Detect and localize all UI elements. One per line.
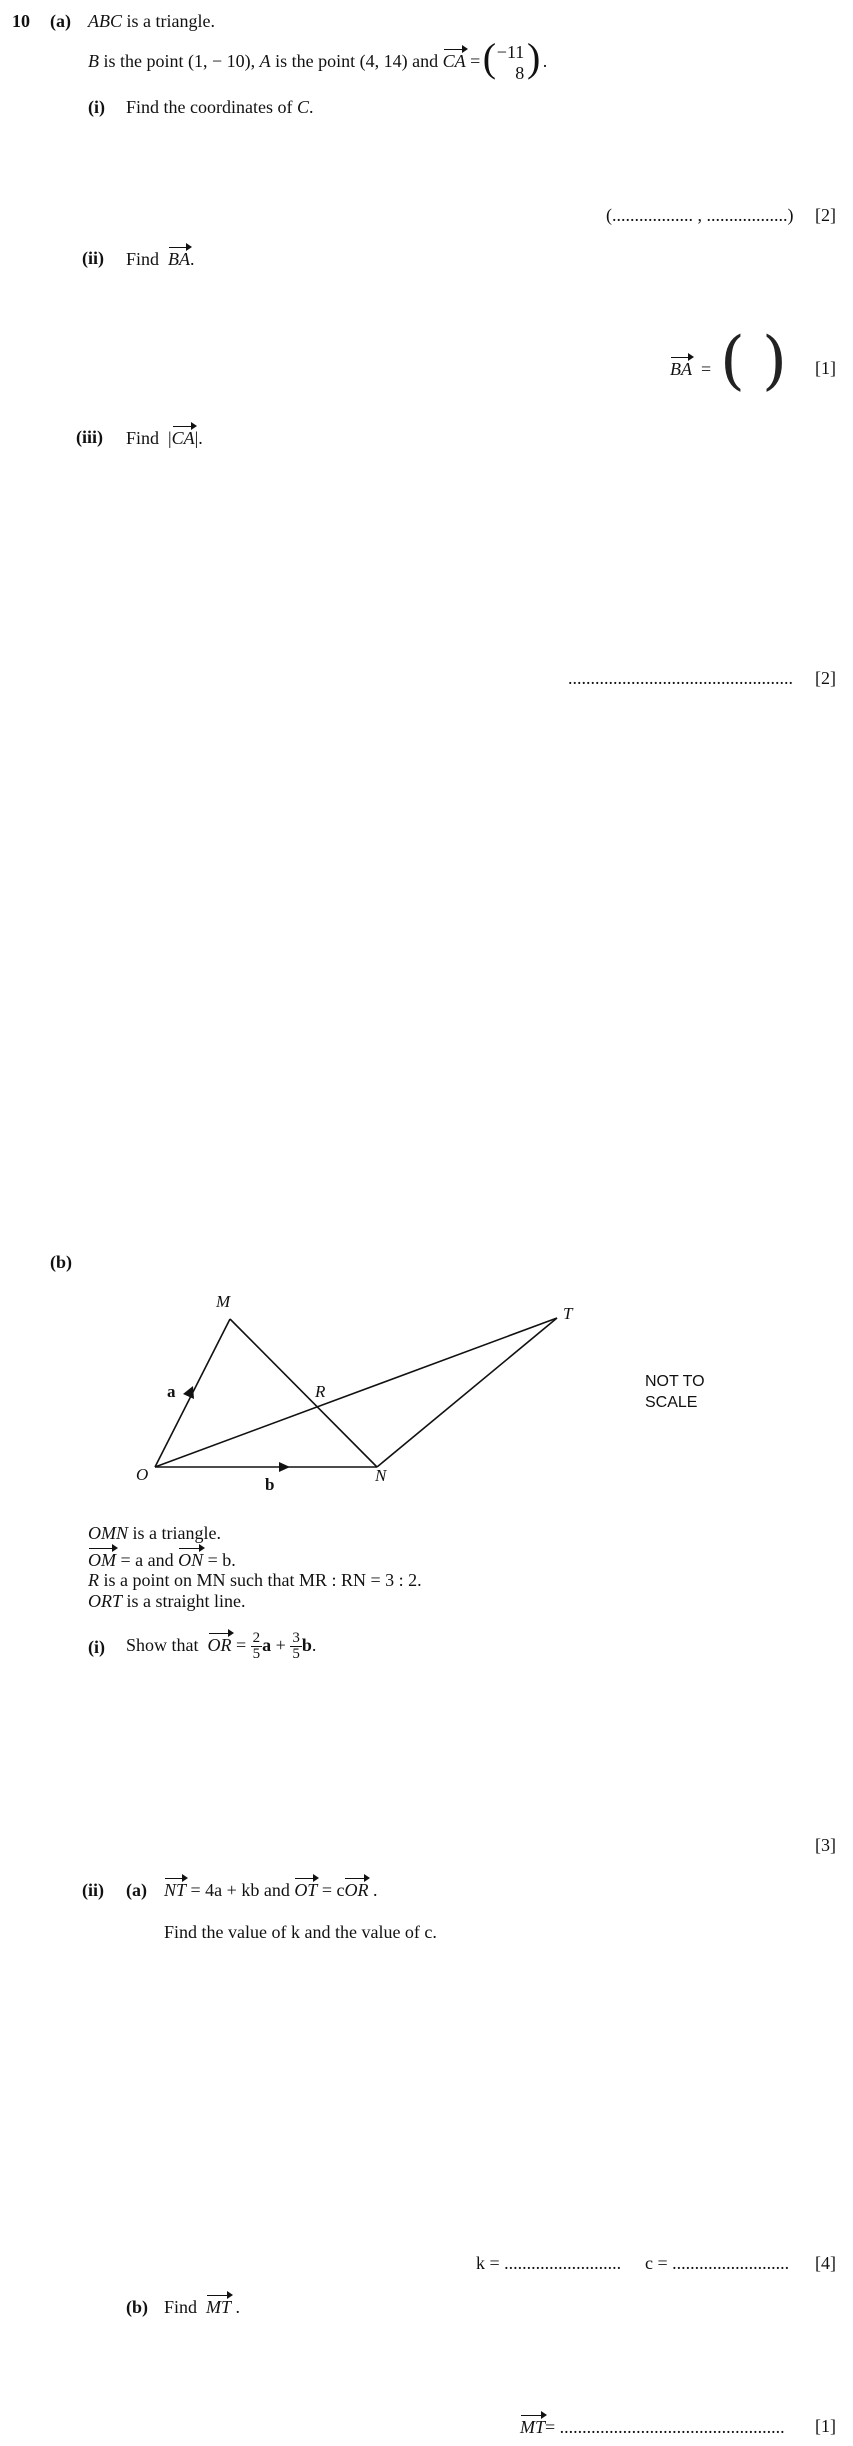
column-vector-ca: ( −11 8 ) [482, 35, 541, 83]
label-m: M [216, 1292, 231, 1311]
marks-b-ii-a: [4] [815, 2253, 836, 2273]
part-a-ii-question: Find BA. [126, 243, 195, 270]
answer-line-k[interactable]: k = .......................... [476, 2253, 622, 2273]
part-b-ii-a-statement: NT = 4a + kb and OT = cOR . [164, 1874, 377, 1901]
vector-ca: CA [443, 45, 466, 72]
part-b-i-question: Show that OR = $\frac{2}{5}$ a + $\frac{3}{5}$ b. [126, 1630, 317, 1663]
line-nt [377, 1318, 557, 1467]
part-b-ii-label: (ii) [82, 1880, 104, 1900]
part-a-iii-label: (iii) [76, 427, 103, 447]
label-n: N [375, 1466, 387, 1485]
triangle-diagram [130, 1285, 590, 1505]
part-a-i-label: (i) [88, 97, 105, 117]
marks-b-ii-b: [1] [815, 2416, 836, 2436]
arrow-b-icon [279, 1462, 290, 1472]
part-a-intro [88, 11, 215, 32]
part-b-ii-a-question: Find the value of k and the value of c. [164, 1922, 437, 1942]
line-ot [155, 1318, 557, 1467]
part-a-label: (a) [50, 11, 71, 31]
answer-column-left-paren[interactable]: ( [720, 324, 745, 398]
label-o: O [136, 1465, 149, 1484]
question-number: 10 [12, 11, 30, 31]
answer-column-right-paren[interactable]: ) [762, 324, 787, 398]
not-to-scale-note: NOT TO SCALE [645, 1373, 705, 1411]
part-b-i-label: (i) [88, 1637, 105, 1657]
part-a-ii-label: (ii) [82, 248, 104, 268]
label-t: T [563, 1304, 573, 1323]
marks-b-i: [3] [815, 1835, 836, 1855]
marks-a-ii: [1] [815, 358, 836, 378]
intro-text: is a triangle. [126, 11, 215, 31]
part-b-ii-b-label: (b) [126, 2297, 148, 2317]
part-b-description: OMN is a triangle. OM = a and ON = b. R is a point on MN such that MR : RN = 3 : 2. ORT is a straight line. [88, 1523, 422, 1612]
label-r: R [315, 1382, 326, 1401]
answer-line-mt[interactable]: MT= .................................................. [520, 2411, 785, 2438]
part-b-ii-b-question: Find MT . [164, 2291, 240, 2318]
answer-line-c[interactable]: c = .......................... [645, 2253, 790, 2273]
label-b: b [265, 1475, 275, 1494]
answer-line-coordinates[interactable]: (.................. , ..................) [606, 205, 794, 225]
triangle-name: ABC [88, 11, 122, 31]
part-b-ii-a-label: (a) [126, 1880, 147, 1900]
label-a: a [167, 1382, 176, 1401]
part-a-iii-question: Find |CA|. [126, 422, 203, 449]
answer-line-magnitude[interactable]: .................................................. [568, 668, 793, 688]
part-a-i-question: Find the coordinates of C. [126, 97, 314, 117]
marks-a-i: [2] [815, 205, 836, 225]
marks-a-iii: [2] [815, 668, 836, 688]
part-b-label: (b) [50, 1252, 72, 1272]
arrow-a-icon [183, 1386, 194, 1399]
ba-answer-label: BA = [670, 353, 711, 380]
given-line: B is the point (1, − 10), A is the point (4, 14) and CA = ( −11 8 ) . [88, 35, 548, 83]
